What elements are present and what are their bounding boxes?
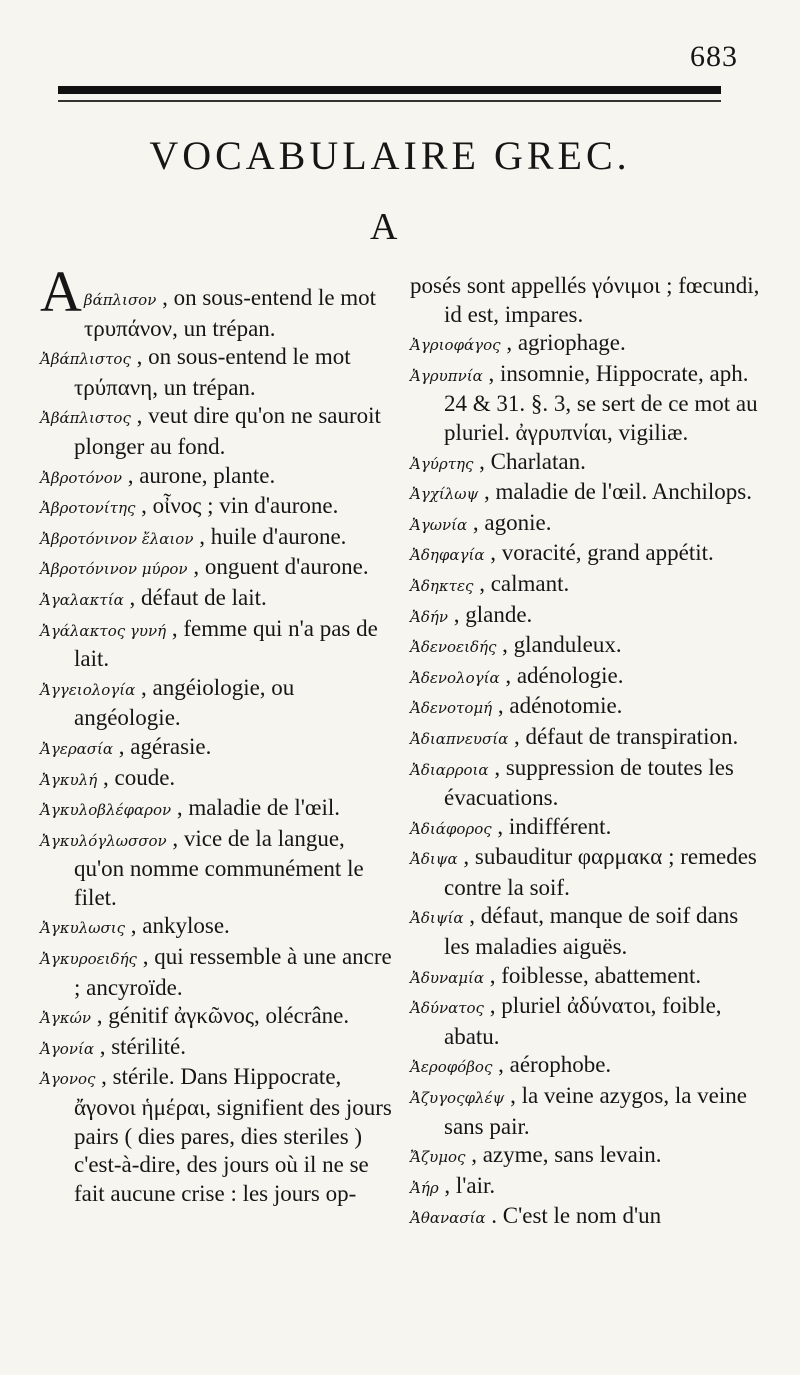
dictionary-entry [40,343,396,402]
dictionary-entry [40,492,396,523]
entry-definition: , coude. [97,764,176,790]
dictionary-entry [410,1172,766,1203]
greek-headword: Ἀδενοειδής [410,638,497,657]
entry-definition: . C'est le nom d'un [485,1203,662,1229]
greek-headword: Ἀγκυλή [40,770,98,789]
header-rule [58,86,721,94]
greek-headword: Ἀθανασία [410,1209,486,1228]
section-letter: A [370,206,398,248]
entry-definition: , suppression de toutes les évacuations. [444,754,734,811]
dictionary-entry [410,962,766,993]
dictionary-entry [410,662,766,693]
greek-headword: Ἀγρυπνία [410,366,483,385]
entry-definition: , indifférent. [491,813,612,839]
dictionary-entry [410,813,766,844]
dictionary-entry [410,1202,766,1233]
dictionary-entry [410,902,766,961]
dictionary-entry [410,448,766,479]
entry-definition: , azyme, sans levain. [465,1142,662,1168]
entry-definition: , calmant. [473,570,570,596]
page-title: VOCABULAIRE GREC. [149,133,631,178]
entry-definition: , huile d'aurone. [193,523,347,549]
greek-headword: Ἀγονία [40,1039,94,1058]
greek-headword: Ἀβάπλιστος [40,409,131,428]
dictionary-entry [410,723,766,754]
entry-definition: , l'air. [438,1172,496,1198]
dictionary-entry [410,843,766,902]
entry-definition: , stérile. Dans Hippocrate, ἄγονοι ἡμέραι, signifient des jours pairs ( dies pares, dies steriles ) c'est-à-dire, des jours où il ne se fait aucune crise : les jours op- [74,1064,392,1206]
entry-definition: , défaut, manque de soif dans les maladies aiguës. [444,903,739,960]
drop-cap: A [40,259,82,324]
entry-definition: , maladie de l'œil. Anchilops. [478,479,752,505]
dictionary-entry [410,360,766,448]
greek-headword: Ἀγκυλωσις [40,919,126,938]
dictionary-entry [40,794,396,825]
page-number: 683 [690,40,738,73]
greek-headword: Ἀγκυλοβλέφαρον [40,801,172,820]
greek-headword: Ἀβροτόνινον ἔλαιον [40,529,194,548]
entry-definition: , insomnie, Hippocrate, aph. 24 & 31. §. 3, se sert de ce mot au pluriel. ἀγρυπνίαι, vigiliæ. [444,360,758,445]
entry-definition: posés sont appellés γόνιμοι ; fœcundi, id est, impares. [410,273,760,327]
dictionary-entry [40,943,396,1002]
entry-definition: , voracité, grand appétit. [484,540,714,566]
dictionary-entry [410,539,766,570]
dictionary-entry [40,553,396,584]
greek-headword: Ἀδιψα [410,850,458,869]
dictionary-entry [410,478,766,509]
greek-headword: Ἀήρ [410,1178,439,1197]
entry-definition: , on sous-entend le mot τρύπανη, un trépan. [74,344,351,400]
dictionary-entry [40,1063,396,1208]
entry-definition: , glanduleux. [496,632,622,658]
greek-headword: Ἀδενολογία [410,668,500,687]
entry-definition: , aurone, plante. [121,462,276,488]
greek-headword: Ἀγριοφάγος [410,336,501,355]
dictionary-entry [40,462,396,493]
left-column [40,259,396,1208]
right-column [410,272,766,1233]
dictionary-entry [40,733,396,764]
greek-headword: Ἀδύνατος [410,999,484,1018]
greek-headword: Ἀεροφόβος [410,1058,493,1077]
greek-headword: Ἀγερασία [40,739,114,758]
dictionary-entry [40,1033,396,1064]
entry-definition: , onguent d'aurone. [187,554,369,580]
greek-headword: βάπλισον [83,291,157,309]
header-rule-thin [58,100,721,102]
entry-definition: , οἶνος ; vin d'aurone. [135,493,339,519]
entry-definition: , défaut de transpiration. [508,723,739,749]
entry-definition: , adénotomie. [492,693,623,719]
greek-headword: Ἀγαλακτία [40,590,124,609]
entry-definition: , veut dire qu'on ne sauroit plonger au fond. [74,403,381,459]
greek-headword: Ἀζυγοςφλέψ [410,1089,505,1108]
dictionary-entry [410,329,766,360]
entry-definition: , Charlatan. [473,448,586,474]
greek-headword: Ἀδιαπνευσία [410,729,509,748]
entry-definition: , adénologie. [499,662,624,688]
dictionary-entry [40,764,396,795]
entry-definition: , agonie. [467,509,552,535]
greek-headword: Ἀγχίλωψ [410,485,479,504]
greek-headword: Ἀγύρτης [410,454,474,473]
entry-definition: , ankylose. [125,913,230,939]
greek-headword: Ἀγκυροειδής [40,950,137,969]
entry-definition: , pluriel ἀδύνατοι, foible, abatu. [444,993,722,1049]
greek-headword: Ἀβροτόνον [40,468,122,487]
greek-headword: Ἀδενοτομή [410,699,493,718]
greek-headword: Ἀδήν [410,607,448,626]
entry-definition: , agérasie. [113,733,212,759]
greek-headword: Ἀγκών [40,1009,91,1028]
entry-definition: , foiblesse, abattement. [484,962,702,988]
dictionary-entry [410,1141,766,1172]
entry-definition: , défaut de lait. [123,584,267,610]
entry-definition: , femme qui n'a pas de lait. [74,615,378,672]
greek-headword: Ἀγωνία [410,515,468,534]
entry-definition: , maladie de l'œil. [171,795,341,821]
greek-headword: Ἀδιαρροια [410,760,489,779]
greek-headword: Ἄζυμος [410,1148,466,1167]
entry-definition: , la veine azygos, la veine sans pair. [444,1083,747,1139]
dictionary-entry [40,615,396,674]
greek-headword: Ἀδυναμία [410,968,484,987]
dictionary-entry [40,674,396,733]
greek-headword: Ἀδηφαγία [410,546,485,565]
greek-headword: Ἀβροτόνινον μύρον [40,560,188,579]
dictionary-entry [410,570,766,601]
dictionary-entry [410,1051,766,1082]
greek-headword: Ἀγάλακτος γυνή [40,621,167,640]
dictionary-entry [40,912,396,943]
entry-definition: , génitif ἀγκῶνος, olécrâne. [90,1003,350,1029]
entry-definition: , aérophobe. [492,1052,612,1078]
greek-headword: Ἀγκυλόγλωσσον [40,831,167,850]
dictionary-entry [410,272,766,329]
dictionary-entry [40,825,396,913]
greek-headword: Ἀδιψία [410,909,464,928]
entry-definition: , glande. [447,601,533,627]
greek-headword: Ἀβάπλιστος [40,350,131,369]
entry-definition: , angéiologie, ou angéologie. [74,674,295,731]
dictionary-entry [410,601,766,632]
entry-definition: , stérilité. [93,1033,186,1059]
dictionary-entry [410,509,766,540]
entry-definition: , vice de la langue, qu'on nomme communément le filet. [74,825,364,910]
dictionary-entry [410,692,766,723]
dictionary-entry [40,523,396,554]
greek-headword: Ἀδηκτες [410,576,474,595]
entry-definition: , qui ressemble à une ancre ; ancyroïde. [74,944,392,1000]
dictionary-entry [410,754,766,813]
dictionary-entry [40,1002,396,1033]
dictionary-entry [410,992,766,1051]
dictionary-entry [410,631,766,662]
greek-headword: Ἀδιάφορος [410,819,492,838]
dictionary-entry [40,259,396,343]
greek-headword: Ἀβροτονίτης [40,499,136,518]
greek-headword: Ἀγγειολογία [40,680,136,699]
dictionary-entry [410,1082,766,1141]
entry-definition: , agriophage. [500,330,626,356]
dictionary-entry [40,402,396,461]
entry-definition: , on sous-entend le mot τρυπάνον, un trépan. [84,285,377,341]
entry-definition: , subauditur φαρμακα ; remedes contre la soif. [444,844,757,900]
greek-headword: Ἀγονος [40,1070,96,1089]
dictionary-entry [40,584,396,615]
